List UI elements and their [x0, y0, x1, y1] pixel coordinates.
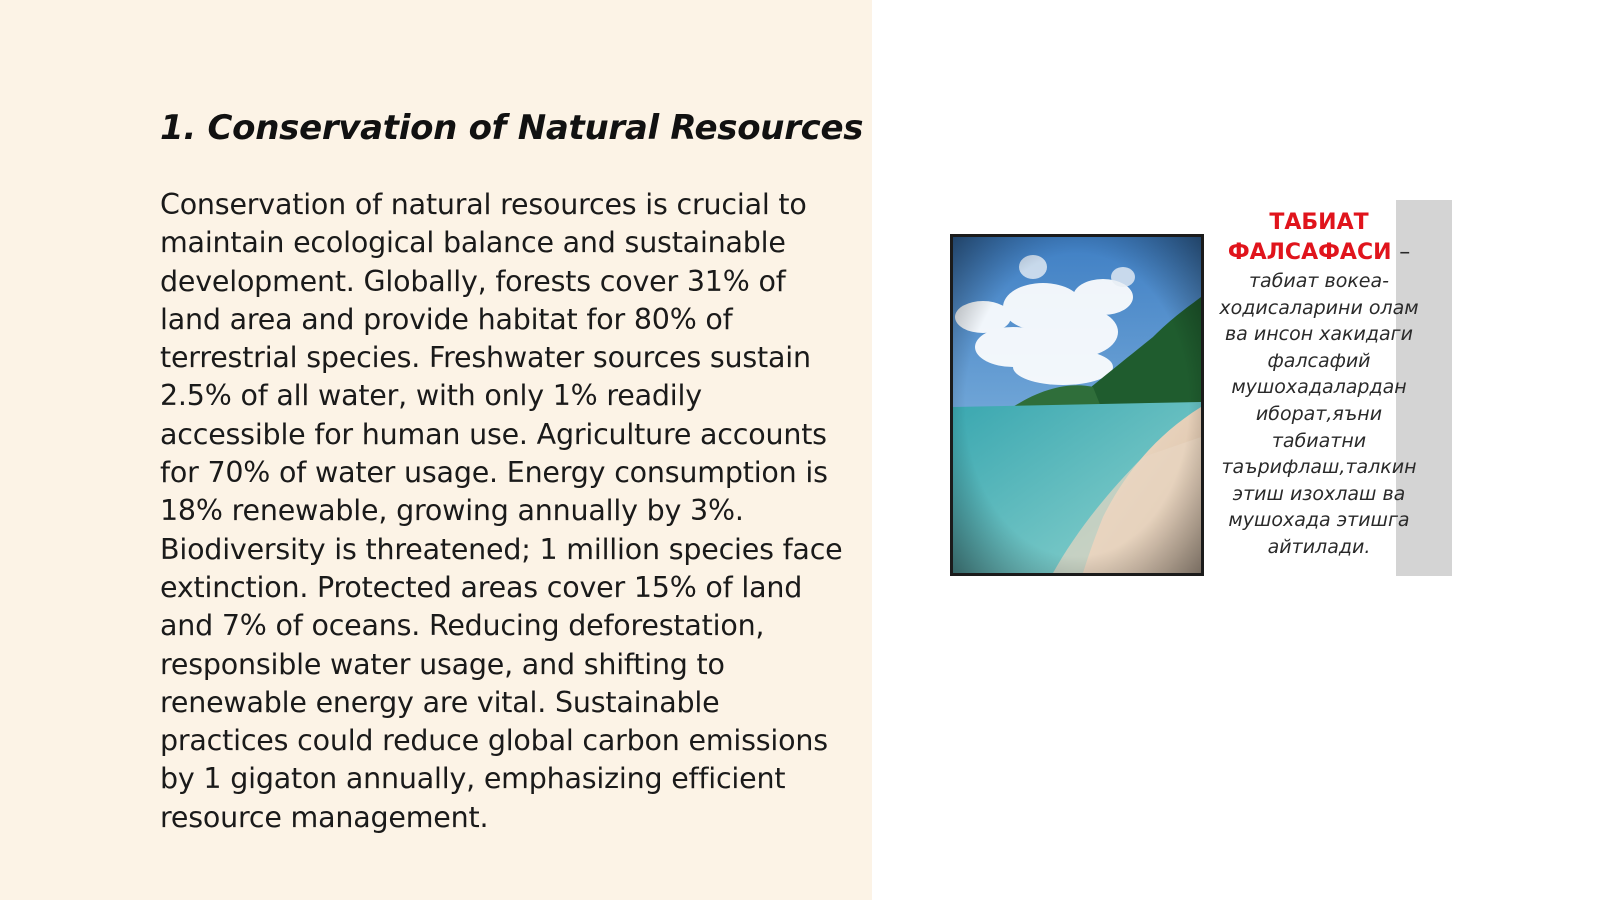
caption-line: табиат вокеа- [1248, 270, 1389, 292]
caption-dash: – [1399, 240, 1411, 265]
beach-photo [950, 234, 1204, 576]
figure-caption [1204, 208, 1434, 561]
caption-heading-line-1: ТАБИАТ [1269, 210, 1369, 235]
caption-heading-line-2 [1204, 238, 1434, 268]
caption-line: мушохада этишга [1228, 509, 1410, 532]
slide-title: 1. Conservation of Natural Resources [160, 108, 864, 148]
caption-line: фалсафий [1267, 349, 1371, 372]
beach-illustration [953, 237, 1201, 573]
caption-line: табиатни [1271, 429, 1367, 452]
caption-line: ва инсон хакидаги [1224, 323, 1413, 346]
slide-body-text: Conservation of natural resources is crucial to maintain ecological balance and sustainable development. Globally, forests cover 31% of land area and provide habitat for 80% of terrestrial species. Freshwater sources sustain 2.5% of all water, with only 1% readily accessible for human use. Agriculture accounts for 70% of water usage. Energy consumption is 18% renewable, growing annually by 3%. Biodiversity is threatened; 1 million species face extinction. Protected areas cover 15% of land and 7% of oceans. Reducing deforestation, responsible water usage, and shifting to renewable energy are vital. Sustainable practices could reduce global carbon emissions by 1 gigaton annually, emphasizing efficient resource management. [160, 188, 843, 834]
caption-heading-text: ФАЛСАФАСИ [1227, 240, 1392, 265]
caption-line: мушохадалардан [1231, 376, 1407, 399]
caption-line: иборат,яъни [1255, 402, 1383, 425]
caption-line: айтилади. [1267, 535, 1371, 558]
caption-line: этиш изохлаш ва [1232, 482, 1406, 505]
caption-line: ходисаларини олам [1219, 296, 1419, 319]
beach-figure [950, 200, 1452, 576]
caption-line: таърифлаш,талкин [1221, 456, 1417, 479]
